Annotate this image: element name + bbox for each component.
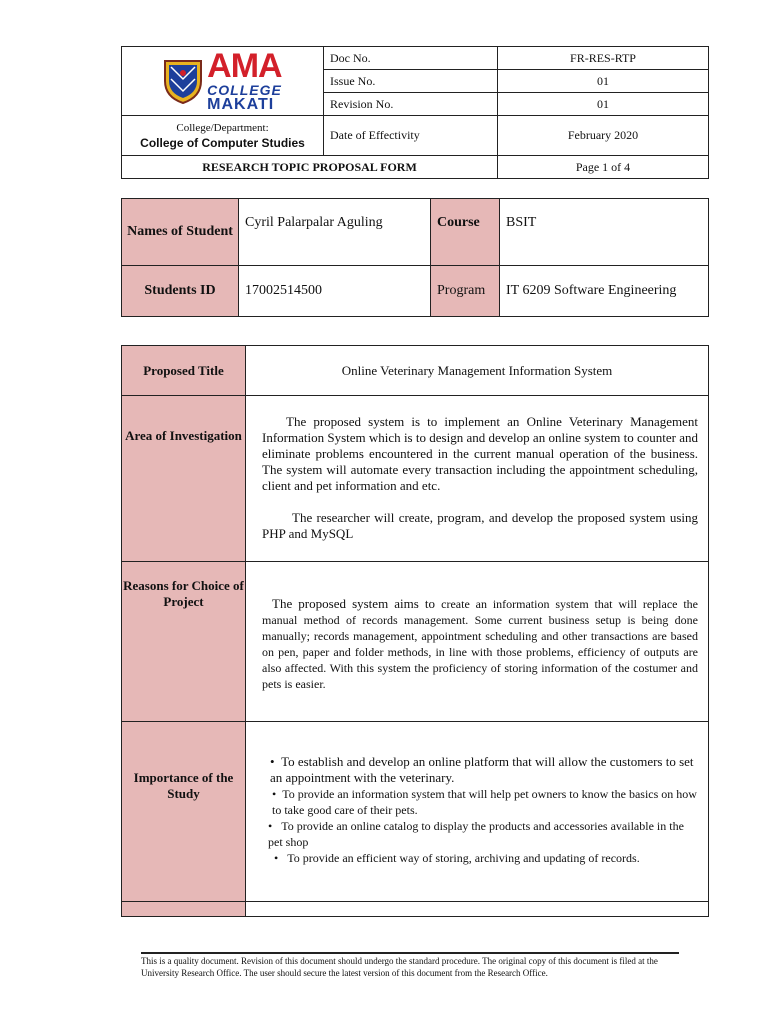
- department-name: College of Computer Studies: [140, 135, 305, 150]
- reasons-label: Reasons for Choice of Project: [122, 562, 246, 722]
- bullet-text-3: To provide an online catalog to display the products and accessories available in the pet shop: [268, 819, 684, 849]
- doc-no-value: FR-RES-RTP: [498, 47, 709, 70]
- reasons-lead: The proposed system aims to: [272, 596, 436, 611]
- logo-cell: [122, 47, 324, 116]
- course-value: BSIT: [500, 199, 709, 266]
- importance-bullet: • To provide an information system that will help pet owners to know the basics on how to take good care of their pets.: [272, 787, 697, 817]
- issue-no-value: 01: [498, 70, 709, 93]
- logo-brand: AMA: [207, 47, 282, 85]
- reasons-rest: create an information system that will replace the manual method of records management. Some current business setup is being done manually; records management, appointment scheduling and other transactions are based on pen, paper and folder methods, in line with those problems, efficiency of outputs are also affected. With this system the proficiency of storing information of the costumer and pets is easier.: [262, 597, 699, 691]
- bullet-text-4: To provide an efficient way of storing, archiving and updating of records.: [287, 851, 640, 865]
- course-label: Course: [431, 199, 500, 266]
- importance-bullet: • To establish and develop an online platform that will allow the customers to set an appointment with the veterinary.: [270, 754, 694, 785]
- area-paragraph-2: The researcher will create, program, and develop the proposed system using PHP and MySQL: [262, 510, 698, 541]
- department-cell: [122, 116, 324, 156]
- student-info-table: [121, 198, 709, 317]
- empty-label-cell: [122, 902, 246, 917]
- names-label: Names of Student: [122, 199, 239, 266]
- effectivity-label: Date of Effectivity: [324, 116, 498, 156]
- issue-no-label: Issue No.: [324, 70, 498, 93]
- effectivity-value: February 2020: [498, 116, 709, 156]
- form-title: RESEARCH TOPIC PROPOSAL FORM: [122, 156, 498, 179]
- proposal-table: [121, 345, 709, 917]
- revision-no-value: 01: [498, 93, 709, 116]
- shield-icon: [163, 57, 203, 105]
- empty-body-cell: [246, 902, 709, 917]
- area-of-investigation-label: Area of Investigation: [122, 396, 246, 562]
- student-id-label: Students ID: [122, 266, 239, 317]
- program-value: IT 6209 Software Engineering: [500, 266, 709, 317]
- importance-label: Importance of the Study: [122, 722, 246, 902]
- proposed-title-value: Online Veterinary Management Information System: [246, 346, 709, 396]
- reasons-body: [246, 562, 709, 722]
- program-label: Program: [431, 266, 500, 317]
- footer-note: This is a quality document. Revision of this document should undergo the standard procedure. The original copy of this document is filed at the University Research Office. The user should secure the latest version of this document from the Research Office.: [141, 952, 679, 979]
- logo-line1: COLLEGE: [207, 82, 282, 98]
- bullet-text-1: To establish and develop an online platform that will allow the customers to set an appointment with the veterinary.: [270, 754, 694, 785]
- area-paragraph-1: The proposed system is to implement an Online Veterinary Management Information System which is to design and develop an online system to counter and eliminate problems encountered in the current manual operation of the business. The system will automate every transaction including the appointment scheduling, client and pet information and etc.: [262, 414, 698, 493]
- doc-no-label: Doc No.: [324, 47, 498, 70]
- importance-body: [246, 722, 709, 902]
- student-id-value: 17002514500: [239, 266, 431, 317]
- page-number: Page 1 of 4: [498, 156, 709, 179]
- department-label: College/Department:: [176, 121, 269, 134]
- proposed-title-label: Proposed Title: [122, 346, 246, 396]
- importance-bullet: • To provide an online catalog to display the products and accessories available in the pet shop: [268, 819, 684, 849]
- revision-no-label: Revision No.: [324, 93, 498, 116]
- logo-line2: MAKATI: [207, 96, 275, 113]
- document-header-table: [121, 46, 709, 179]
- area-of-investigation-body: [246, 396, 709, 562]
- ama-college-logo: [163, 49, 282, 113]
- student-name: Cyril Palarpalar Aguling: [239, 199, 431, 266]
- bullet-text-2: To provide an information system that will help pet owners to know the basics on how to take good care of their pets.: [272, 787, 697, 817]
- importance-bullet: • To provide an efficient way of storing, archiving and updating of records.: [274, 851, 640, 865]
